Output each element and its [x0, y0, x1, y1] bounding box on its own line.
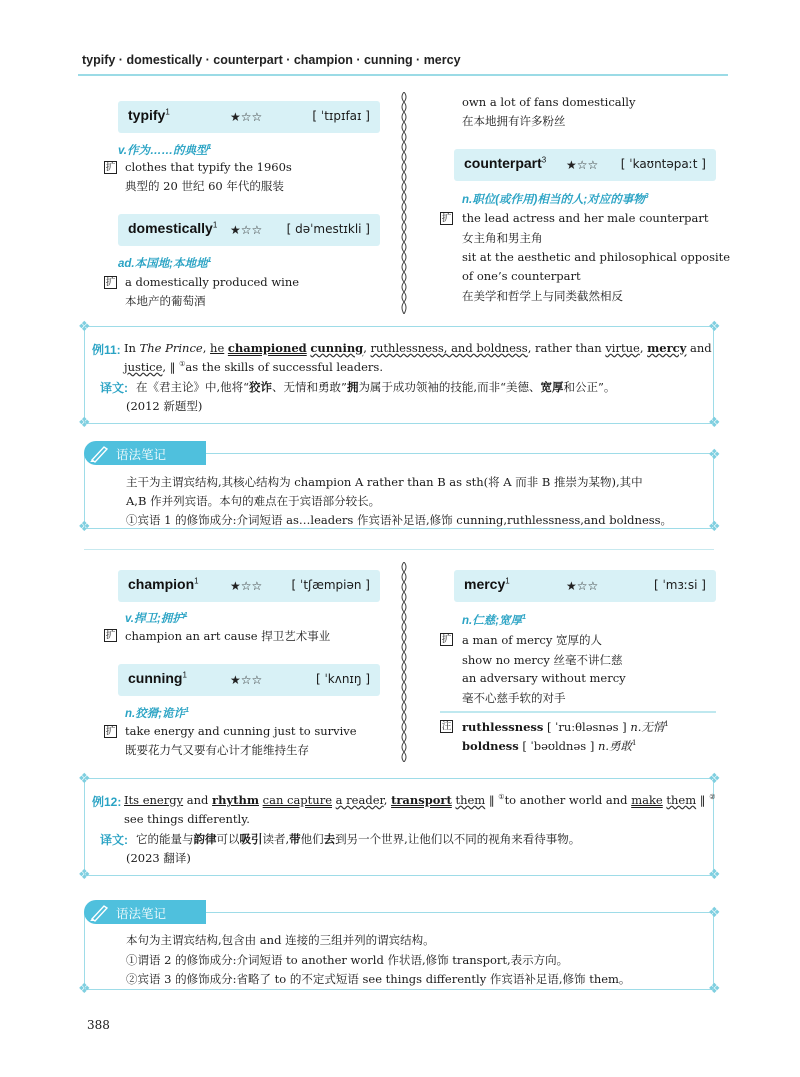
example-phrase: champion an art cause 捍卫艺术事业	[125, 629, 331, 643]
corner-ornament: ❖	[78, 771, 91, 787]
grammar-note-line: ①谓语 2 的修饰成分:介词短语 to another world 作状语,修饰 transport,表示方向。	[126, 953, 569, 967]
column-divider	[400, 92, 408, 314]
corner-ornament: ❖	[708, 447, 721, 463]
headword: typify$^1$	[128, 107, 170, 123]
column-divider	[400, 562, 408, 762]
translation-label: 译文:	[100, 833, 128, 847]
extension-tag: 扩	[105, 277, 116, 288]
example-translation: 典型的 20 世纪 60 年代的服装	[125, 179, 284, 193]
vocab-note: boldness [ ˈbəʊldnəs ] n.勇敢$^1$	[462, 739, 637, 753]
frequency-stars: ★☆☆	[230, 223, 263, 237]
example-label: 例11:	[92, 343, 121, 357]
example-translation: 毫不心慈手软的对手	[462, 691, 566, 705]
corner-ornament: ❖	[708, 867, 721, 883]
corner-ornament: ❖	[78, 981, 91, 997]
word-card-champion	[118, 570, 380, 602]
headword: cunning$^1$	[128, 670, 187, 686]
example-label: 例12:	[92, 795, 122, 809]
example-source: (2012 新题型)	[126, 399, 203, 413]
header-title: typify · domestically · counterpart · champion · cunning · mercy	[82, 53, 461, 67]
grammar-note-label	[84, 441, 206, 465]
page-number: 388	[87, 1018, 110, 1032]
headword: counterpart$^3$	[464, 155, 547, 171]
grammar-note-title: 语法笔记	[116, 447, 167, 462]
extension-tag: 扩	[441, 213, 452, 224]
page-header	[78, 46, 728, 76]
example-translation: 在《君主论》中,他将“狡诈、无情和勇敢”拥为属于成功领袖的技能,而非“美德、宽厚和公正”。	[136, 380, 616, 394]
phonetic: [ ˈtʃæmpiən ]	[291, 578, 370, 592]
example-phrase: a domestically produced wine	[125, 275, 300, 289]
word-card-cunning	[118, 664, 380, 696]
example-phrase: an adversary without mercy	[462, 671, 626, 685]
corner-ornament: ❖	[78, 415, 91, 431]
example-phrase: own a lot of fans domestically	[462, 95, 636, 109]
example-sentence: Its energy and rhythm can capture a reader, transport them ‖ ①to another world and make them ‖ ②	[124, 793, 716, 807]
note-tag: 注	[441, 721, 452, 732]
translation-label: 译文:	[100, 381, 128, 395]
example-translation: 女主角和男主角	[462, 231, 543, 245]
example-phrase: clothes that typify the 1960s	[125, 160, 292, 174]
phonetic: [ ˈmɜːsi ]	[654, 578, 706, 592]
grammar-note-label	[84, 900, 206, 924]
part-of-speech: ad.本国地;本地地$^1$	[118, 257, 212, 270]
part-of-speech: n.职位(或作用)相当的人;对应的事物$^3$	[462, 193, 649, 206]
corner-ornament: ❖	[78, 519, 91, 535]
grammar-note-line: ②宾语 3 的修饰成分:省略了 to 的不定式短语 see things differently 作宾语补足语,修饰 them。	[126, 972, 631, 986]
note-separator	[440, 711, 716, 713]
extension-tag: 扩	[441, 634, 452, 645]
frequency-stars: ★☆☆	[230, 579, 263, 593]
corner-ornament: ❖	[708, 319, 721, 335]
example-phrase: the lead actress and her male counterpart	[462, 211, 709, 225]
example-sentence-cont: justice, ‖ ①as the skills of successful leaders.	[124, 360, 383, 374]
grammar-note-line: ①宾语 1 的修饰成分:介词短语 as…leaders 作宾语补足语,修饰 cunning,ruthlessness,and boldness。	[126, 513, 673, 527]
headword: mercy$^1$	[464, 576, 510, 592]
example-source: (2023 翻译)	[126, 851, 191, 865]
extension-tag: 扩	[105, 726, 116, 737]
corner-ornament: ❖	[78, 319, 91, 335]
word-card-typify	[118, 101, 380, 133]
grammar-note-title: 语法笔记	[116, 906, 167, 921]
corner-ornament: ❖	[708, 415, 721, 431]
frequency-stars: ★☆☆	[566, 158, 599, 172]
frequency-stars: ★☆☆	[230, 110, 263, 124]
extension-tag: 扩	[105, 162, 116, 173]
phonetic: [ ˈkaʊntəpaːt ]	[620, 157, 706, 171]
grammar-note-line: 本句为主谓宾结构,包含由 and 连接的三组并列的谓宾结构。	[126, 933, 435, 947]
example-translation: 既要花力气又要有心计才能维持生存	[125, 743, 309, 757]
example-translation: 本地产的葡萄酒	[125, 294, 206, 308]
example-phrase: sit at the aesthetic and philosophical opposite	[462, 250, 731, 264]
example-phrase: show no mercy 丝毫不讲仁慈	[462, 653, 623, 667]
frequency-stars: ★☆☆	[230, 673, 263, 687]
example-translation: 它的能量与韵律可以吸引读者,带他们去到另一个世界,让他们以不同的视角来看待事物。	[136, 832, 581, 846]
part-of-speech: v.作为……的典型$^1$	[118, 144, 212, 157]
vocab-note: ruthlessness [ ˈruːθləsnəs ] n.无情$^1$	[462, 720, 669, 734]
example-phrase: of one’s counterpart	[462, 269, 581, 283]
example-sentence-cont: see things differently.	[124, 812, 250, 826]
extension-tag: 扩	[105, 630, 116, 641]
pen-icon	[88, 902, 110, 922]
example-phrase: a man of mercy 宽厚的人	[462, 633, 602, 647]
frequency-stars: ★☆☆	[566, 579, 599, 593]
example-translation: 在本地拥有许多粉丝	[462, 114, 566, 128]
part-of-speech: v.捍卫;拥护$^1$	[125, 612, 188, 625]
phonetic: [ dəˈmestɪkli ]	[286, 222, 370, 236]
word-card-domestically	[118, 214, 380, 246]
corner-ornament: ❖	[78, 867, 91, 883]
example-translation: 在美学和哲学上与同类截然相反	[462, 289, 623, 303]
phonetic: [ ˈtɪpɪfaɪ ]	[312, 109, 370, 123]
word-card-mercy	[454, 570, 716, 602]
header-rule	[78, 74, 728, 76]
pen-icon	[88, 443, 110, 463]
corner-ornament: ❖	[708, 905, 721, 921]
example-sentence: In The Prince, he championed cunning, ruthlessness, and boldness, rather than virtue, mercy and	[124, 341, 712, 355]
word-card-counterpart	[454, 149, 716, 181]
headword: domestically$^1$	[128, 220, 218, 236]
phonetic: [ ˈkʌnɪŋ ]	[315, 672, 370, 686]
part-of-speech: n.仁慈;宽厚$^1$	[462, 614, 526, 627]
corner-ornament: ❖	[708, 771, 721, 787]
grammar-note-line: A,B 作并列宾语。本句的难点在于宾语部分较长。	[126, 494, 381, 508]
grammar-note-line: 主干为主谓宾结构,其核心结构为 champion A rather than B as sth(将 A 而非 B 推崇为某物),其中	[126, 475, 643, 489]
corner-ornament: ❖	[708, 981, 721, 997]
part-of-speech: n.狡猾;诡诈$^1$	[125, 707, 189, 720]
corner-ornament: ❖	[708, 519, 721, 535]
section-separator	[84, 549, 714, 550]
headword: champion$^1$	[128, 576, 199, 592]
example-phrase: take energy and cunning just to survive	[125, 724, 357, 738]
